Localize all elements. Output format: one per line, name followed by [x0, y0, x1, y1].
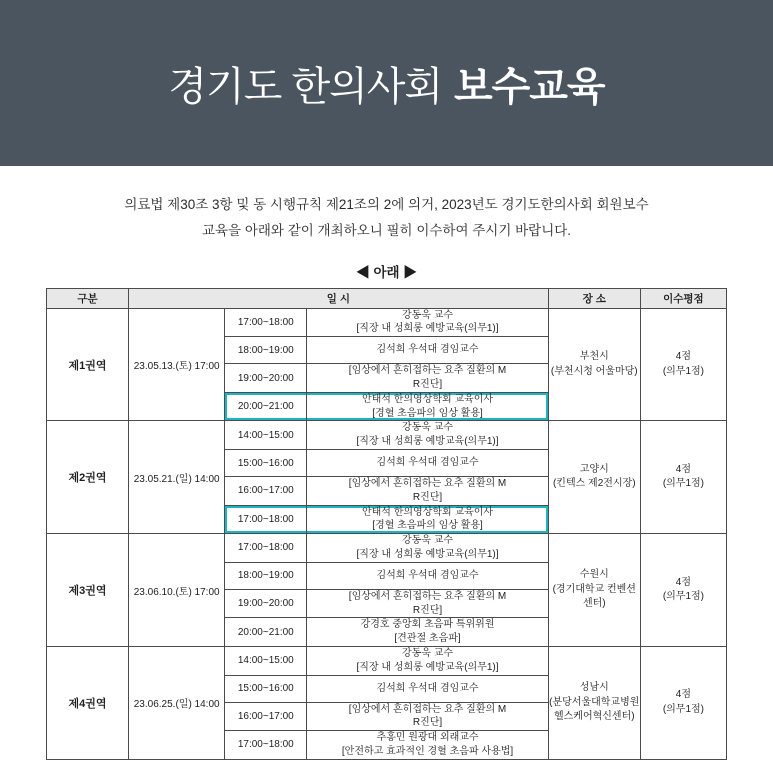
cell-point: 4점 (의무1점) [640, 646, 726, 759]
below-marker: ◀ 아래 ▶ [356, 264, 417, 280]
intro-line-2: 교육을 아래와 같이 개최하오니 필히 이수하여 주시기 바랍니다. [201, 223, 572, 239]
intro-line-1: 의료법 제30조 3항 및 동 시행규칙 제21조의 2에 의거, 2023년도 경기도한의사회 회원보수 [124, 197, 649, 212]
lecture-line: [임상에서 흔히접하는 요추 질환의 M [348, 590, 507, 602]
lecture-line: 김석희 우석대 겸임교수 [376, 457, 479, 469]
lecture-line: R진단] [412, 604, 443, 616]
cell-lecture [307, 562, 548, 589]
lecture-line: [안전하고 효과적인 경혈 초음파 사용법] [341, 745, 514, 757]
table-header-row [47, 288, 727, 308]
cell-lecture [307, 450, 548, 477]
lecture-line: R진단] [412, 491, 443, 503]
lecture-line: [직장 내 성희롱 예방교육(의무1)] [356, 323, 499, 335]
lecture-line: 강경호 중앙회 초음파 특위위원 [360, 619, 495, 631]
cell-time: 17:00~18:00 [225, 505, 307, 534]
cell-region: 제4권역 [47, 646, 129, 759]
banner-title-bold: 보수교육 [454, 64, 605, 109]
cell-lecture [307, 618, 548, 647]
cell-lecture [307, 337, 548, 364]
cell-place: 성남시 (분당서울대학교병원 헬스케어혁신센터) [548, 646, 640, 759]
lecture-line: 강동욱 교수 [401, 422, 454, 434]
lecture-line: [경혈 초음파의 임상 활용] [372, 520, 483, 532]
table-row [47, 534, 727, 563]
lecture-line: 안태석 한의영상학회 교육이사 [361, 393, 494, 405]
cell-lecture [307, 364, 548, 393]
lecture-line: [견관절 초음파] [394, 633, 461, 645]
cell-date: 23.05.21.(일) 14:00 [129, 421, 225, 534]
lecture-line: 김석희 우석대 겸임교수 [376, 569, 479, 581]
cell-region: 제1권역 [47, 308, 129, 421]
cell-time: 15:00~16:00 [225, 450, 307, 477]
cell-time: 16:00~17:00 [225, 702, 307, 731]
lecture-line: [임상에서 흔히접하는 요추 질환의 M [348, 703, 507, 715]
header-datetime: 일 시 [129, 288, 549, 308]
table-row [47, 646, 727, 675]
cell-time: 14:00~15:00 [225, 646, 307, 675]
table-row [47, 308, 727, 337]
cell-lecture [307, 421, 548, 450]
cell-time: 19:00~20:00 [225, 589, 307, 618]
lecture-line: 김석희 우석대 겸임교수 [376, 344, 479, 356]
cell-time: 17:00~18:00 [225, 731, 307, 760]
cell-date: 23.06.10.(토) 17:00 [129, 534, 225, 647]
cell-point: 4점 (의무1점) [640, 534, 726, 647]
lecture-line: R진단] [412, 717, 443, 729]
cell-time: 20:00~21:00 [225, 618, 307, 647]
cell-lecture [307, 308, 548, 337]
lecture-line: [직장 내 성희롱 예방교육(의무1)] [356, 661, 499, 673]
cell-time: 18:00~19:00 [225, 337, 307, 364]
lecture-line: 추홍민 원광대 외래교수 [376, 732, 479, 744]
lecture-line: R진단] [412, 379, 443, 391]
cell-point: 4점 (의무1점) [640, 308, 726, 421]
cell-lecture [307, 392, 548, 421]
lecture-line: 강동욱 교수 [401, 535, 454, 547]
cell-region: 제3권역 [47, 534, 129, 647]
banner-title-thin: 경기도 한의사회 [168, 64, 443, 109]
cell-point: 4점 (의무1점) [640, 421, 726, 534]
cell-lecture [307, 477, 548, 506]
schedule-table [46, 288, 727, 760]
cell-lecture [307, 702, 548, 731]
lecture-line: 안태석 한의영상학회 교육이사 [361, 506, 494, 518]
cell-time: 16:00~17:00 [225, 477, 307, 506]
banner-title [168, 55, 604, 112]
lecture-line: 김석희 우석대 겸임교수 [376, 682, 479, 694]
cell-date: 23.06.25.(일) 14:00 [129, 646, 225, 759]
cell-lecture [307, 731, 548, 760]
header-division: 구분 [47, 288, 129, 308]
table-header [47, 288, 727, 308]
cell-lecture [307, 646, 548, 675]
lecture-line: [직장 내 성희롱 예방교육(의무1)] [356, 548, 499, 560]
cell-place: 수원시 (경기대학교 컨벤션센터) [548, 534, 640, 647]
header-banner [0, 0, 773, 166]
cell-time: 14:00~15:00 [225, 421, 307, 450]
cell-place: 고양시 (킨텍스 제2전시장) [548, 421, 640, 534]
table-row [47, 421, 727, 450]
lecture-line: [임상에서 흔히접하는 요추 질환의 M [348, 478, 507, 489]
header-place: 장 소 [548, 288, 640, 308]
cell-place: 부천시 (부천시청 어울마당) [548, 308, 640, 421]
cell-time: 15:00~16:00 [225, 675, 307, 702]
cell-time: 20:00~21:00 [225, 392, 307, 421]
lecture-line: [직장 내 성희롱 예방교육(의무1)] [356, 436, 499, 448]
cell-time: 17:00~18:00 [225, 308, 307, 337]
lecture-line: [임상에서 흔히접하는 요추 질환의 M [348, 365, 507, 377]
cell-lecture [307, 534, 548, 563]
header-point: 이수평점 [640, 288, 726, 308]
lecture-line: 강동욱 교수 [401, 309, 454, 321]
cell-lecture [307, 675, 548, 702]
cell-lecture [307, 505, 548, 534]
lecture-line: 강동욱 교수 [401, 647, 454, 659]
cell-date: 23.05.13.(토) 17:00 [129, 308, 225, 421]
intro-paragraph [46, 192, 727, 245]
cell-time: 17:00~18:00 [225, 534, 307, 563]
cell-time: 19:00~20:00 [225, 364, 307, 393]
cell-region: 제2권역 [47, 421, 129, 534]
cell-time: 18:00~19:00 [225, 562, 307, 589]
table-body [47, 308, 727, 759]
schedule-table-wrapper [46, 288, 727, 760]
cell-lecture [307, 589, 548, 618]
lecture-line: [경혈 초음파의 임상 활용] [372, 407, 483, 419]
